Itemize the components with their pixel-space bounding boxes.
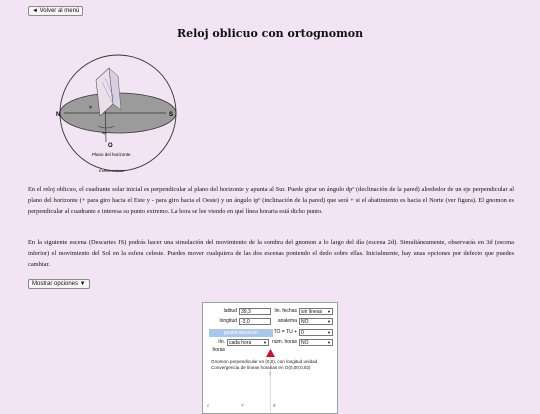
sun-marker-icon[interactable] [266,349,275,357]
analema-value: NO [301,319,309,325]
hour-label-left: c [207,403,210,408]
horas-label: lín. horas [212,339,225,353]
celestial-sphere-figure [52,50,192,180]
descartes-scene-panel[interactable] [202,302,338,414]
hour-label-9: 9 [273,403,276,408]
horizon-plane-label: Plano del horizonte [92,152,131,157]
chevron-down-icon: ▼ [327,340,331,345]
horas-select[interactable] [227,339,269,346]
hour-label-z: z [269,371,272,376]
num-horas-label: núm. horas [271,339,297,345]
fechas-label: lin. fechas [274,308,297,314]
tu-value: 0 [301,330,304,336]
chevron-down-icon: ▼ [327,319,331,324]
horas-value: cada hora [229,340,252,346]
gnomon-info: Gnomon perpendicular en (0,0), con longitud unidad [211,359,318,364]
chevron-down-icon: ▼ [327,309,331,314]
analema-label: analema [277,318,297,324]
num-horas-value: NO [301,340,309,346]
longitud-field[interactable]: -3,0 [239,318,271,325]
longitud-label: longitud [219,318,237,324]
latitud-field[interactable]: 39,3 [239,308,271,315]
tu-label: TO = TU + [273,329,297,335]
tu-select[interactable] [299,329,333,336]
geolocation-button[interactable]: geolocalización [209,329,273,337]
show-options-button[interactable]: Mostrar opciones ▼ [28,279,90,289]
latitud-label: latitud [223,308,237,314]
analema-select[interactable] [299,318,333,325]
chevron-down-icon: ▼ [263,340,267,345]
chevron-down-icon: ▼ [327,330,331,335]
celestial-sphere-label: Esfera celeste [99,168,125,173]
south-label: S [169,112,174,118]
north-label: N [56,112,61,118]
origin-label: O [108,143,113,149]
back-to-menu-button[interactable]: ◄ Volver al menú [28,6,83,16]
page-title: Reloj oblicuo con ortognomon [176,27,364,40]
hour-label-7: 7 [241,403,244,408]
fechas-select[interactable] [299,308,333,315]
intro-paragraph: En el reloj oblicuo, el cuadrante solar inicial es perpendicular al plano del horizonte y apunta al Sur. Puede girar un ángulo dpº (declinación de la pared) alrededor de un eje perpendicular al plano del horizonte (+ para giro hacia el Este y - para giro hacia el Oeste) y un ángulo ipº (inclinación de la pared) que será + si el abatimiento es hacia el Norte (ver figura). El gnomon es perpendicular al cuadrante e interesa su punto extremo. La hora se lee viendo en qué línea horaria está dicho punto. [28,186,514,215]
fechas-value: sin líneas [301,309,323,315]
dp-label: dp [102,130,107,135]
num-horas-select[interactable] [299,339,333,346]
scene-description-paragraph: En la siguiente escena (Descartes JS) podrás hacer una simulación del movimiento de la sombra del gnomon a lo largo del día (escena 2d). Simultáneamente, observarás en 3d (escena inferior) el movimiento del Sol en la esfera celeste. Puedes mover cualquiera de las dos escenas poniendo el dedo sobre ellas. Inicialmente, hay unas opciones por defecto que puedes cambiar. [28,239,514,268]
ip-label: ip [89,104,93,109]
convergence-info: Convergencia de líneas horarias en O(0,00;0,82) [211,365,311,370]
